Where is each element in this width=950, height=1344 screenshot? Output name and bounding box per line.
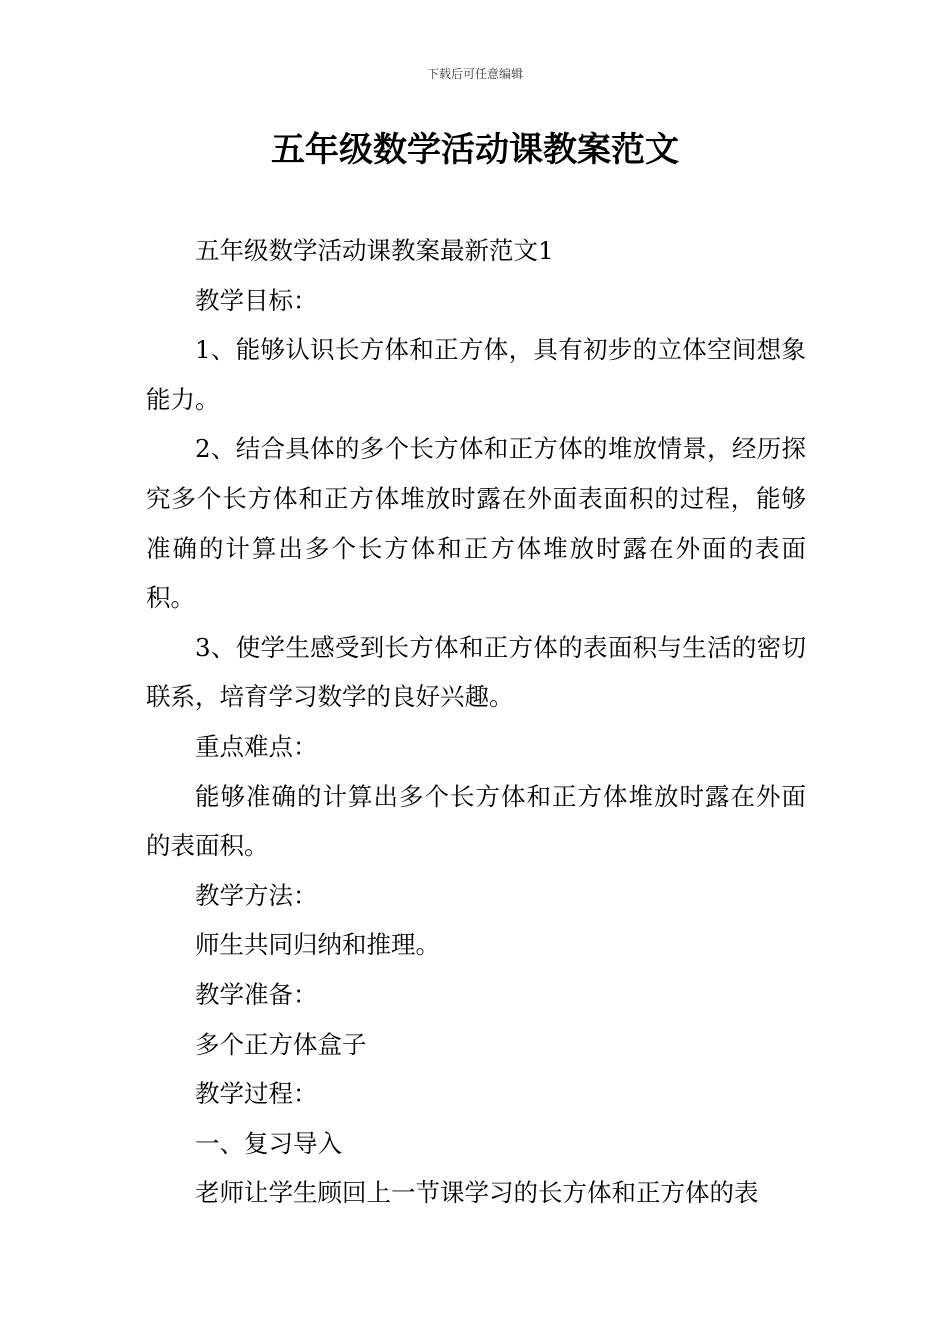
- paragraph-heading-objectives: 教学目标：: [195, 285, 318, 315]
- paragraph-key-points: 能够准确的计算出多个长方体和正方体堆放时露在外面的表面积。: [146, 781, 806, 861]
- paragraph-preparation: 多个正方体盒子: [195, 1029, 367, 1059]
- document-title: 五年级数学活动课教案范文: [271, 130, 679, 170]
- paragraph-methods: 师生共同归纳和推理。: [195, 930, 440, 960]
- paragraph-heading-key-points: 重点难点：: [195, 731, 318, 761]
- paragraph-heading-preparation: 教学准备：: [195, 979, 318, 1009]
- paragraph-objective-3: 3、使学生感受到长方体和正方体的表面积与生活的密切联系，培育学习数学的良好兴趣。: [146, 632, 806, 712]
- header-note: 下载后可任意编辑: [426, 67, 523, 81]
- paragraph-subtitle: 五年级数学活动课教案最新范文1: [195, 236, 554, 265]
- paragraph-heading-methods: 教学方法：: [195, 880, 318, 910]
- paragraph-heading-process: 教学过程：: [195, 1079, 318, 1109]
- paragraph-objective-1: 1、能够认识长方体和正方体，具有初步的立体空间想象能力。: [146, 335, 806, 414]
- paragraph-objective-2: 2、结合具体的多个长方体和正方体的堆放情景，经历探究多个长方体和正方体堆放时露在外面表面积的过程，能够准确的计算出多个长方体和正方体堆放时露在外面的表面积。: [146, 434, 806, 613]
- paragraph-process-step-1: 一、复习导入: [195, 1128, 342, 1158]
- paragraph-process-text: 老师让学生顾回上一节课学习的长方体和正方体的表: [195, 1178, 759, 1208]
- document-body: [146, 226, 806, 1218]
